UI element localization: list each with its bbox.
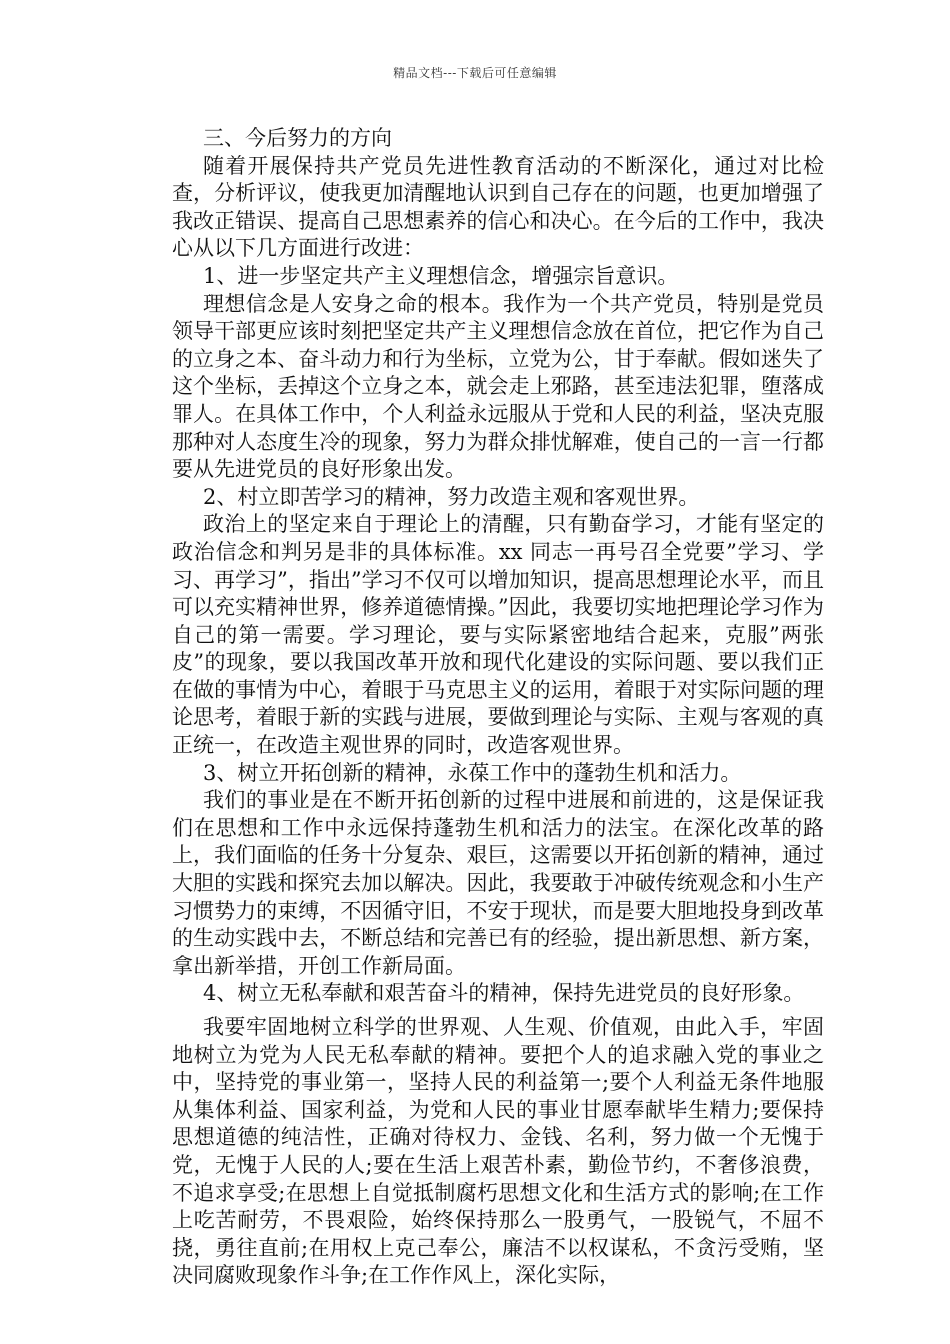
item-4-title: 4、树立无私奉献和艰苦奋斗的精神，保持先进党员的良好形象。 <box>203 981 805 1006</box>
page-header: 精品文档---下载后可任意编辑 <box>393 66 557 80</box>
item-1-title: 1、进一步坚定共产主义理想信念，增强宗旨意识。 <box>203 263 679 288</box>
item-2-body: 政治上的坚定来自于理论上的清醒，只有勤奋学习，才能有坚定的政治信念和判另是非的具体标准。xx 同志一再号召全党要”学习、学习、再学习”，指出”学习不仅可以增加知识，提高思想理论水平，而且可以充实精神世界，修养道德情操。”因此，我要切实地把理论学习作为自己的第一需要。学习理论，要与实际紧密地结合起来，克服”两张皮”的现象，要以我国改革开放和现代化建设的实际问题、要以我们正在做的事情为中心，着眼于马克思主义的运用，着眼于对实际问题的理论思考，着眼于新的实践与进展，要做到理论与实际、主观与客观的真正统一，在改造主观世界的同时，改造客观世界。 <box>172 512 824 758</box>
item-4-body: 我要牢固地树立科学的世界观、人生观、价值观，由此入手，牢固地树立为党为人民无私奉献的精神。要把个人的追求融入党的事业之中，坚持党的事业第一，坚持人民的利益第一;要个人利益无条件地服从集体利益、国家利益，为党和人民的事业甘愿奉献毕生精力;要保持思想道德的纯洁性，正确对待权力、金钱、名利，努力做一个无愧于党，无愧于人民的人;要在生活上艰苦朴素，勤俭节约，不奢侈浪费，不追求享受;在思想上自觉抵制腐朽思想文化和生活方式的影响;在工作上吃苦耐劳，不畏艰险，始终保持那么一股勇气，一股锐气，不屈不挠，勇往直前;在用权上克己奉公，廉洁不以权谋私，不贪污受贿，坚决同腐败现象作斗争;在工作作风上，深化实际， <box>172 1015 824 1288</box>
item-3-body: 我们的事业是在不断开拓创新的过程中进展和前进的，这是保证我们在思想和工作中永远保持蓬勃生机和活力的法宝。在深化改革的路上，我们面临的任务十分复杂、艰巨，这需要以开拓创新的精神，通过大胆的实践和探究去加以解决。因此，我要敢于冲破传统观念和小生产习惯势力的束缚，不因循守旧，不安于现状，而是要大胆地投身到改革的生动实践中去，不断总结和完善已有的经验，提出新思想、新方案，拿出新举措，开创工作新局面。 <box>172 788 824 978</box>
item-2-title: 2、村立即苦学习的精神，努力改造主观和客观世界。 <box>203 484 700 509</box>
item-1-body: 理想信念是人安身之命的根本。我作为一个共产党员，特别是党员领导干部更应该时刻把坚定共产主义理想信念放在首位，把它作为自己的立身之本、奋斗动力和行为坐标，立党为公，甘于奉献。假如迷失了这个坐标，丢掉这个立身之本，就会走上邪路，甚至违法犯罪，堕落成罪人。在具体工作中，个人利益永远服从于党和人民的利益，坚决克服那种对人态度生冷的现象，努力为群众排忧解难，使自己的一言一行都要从先进党员的良好形象出发。 <box>172 291 824 482</box>
intro-paragraph: 随着开展保持共产党员先进性教育活动的不断深化，通过对比检查，分析评议，使我更加清醒地认识到自己存在的问题，也更加增强了我改正错误、提高自己思想素养的信心和决心。在今后的工作中，我决心从以下几方面进行改进： <box>172 153 824 261</box>
document-body <box>172 125 824 1290</box>
section-title: 三、今后努力的方向 <box>203 126 392 150</box>
item-3-title: 3、树立开拓创新的精神，永葆工作中的蓬勃生机和活力。 <box>203 760 742 785</box>
